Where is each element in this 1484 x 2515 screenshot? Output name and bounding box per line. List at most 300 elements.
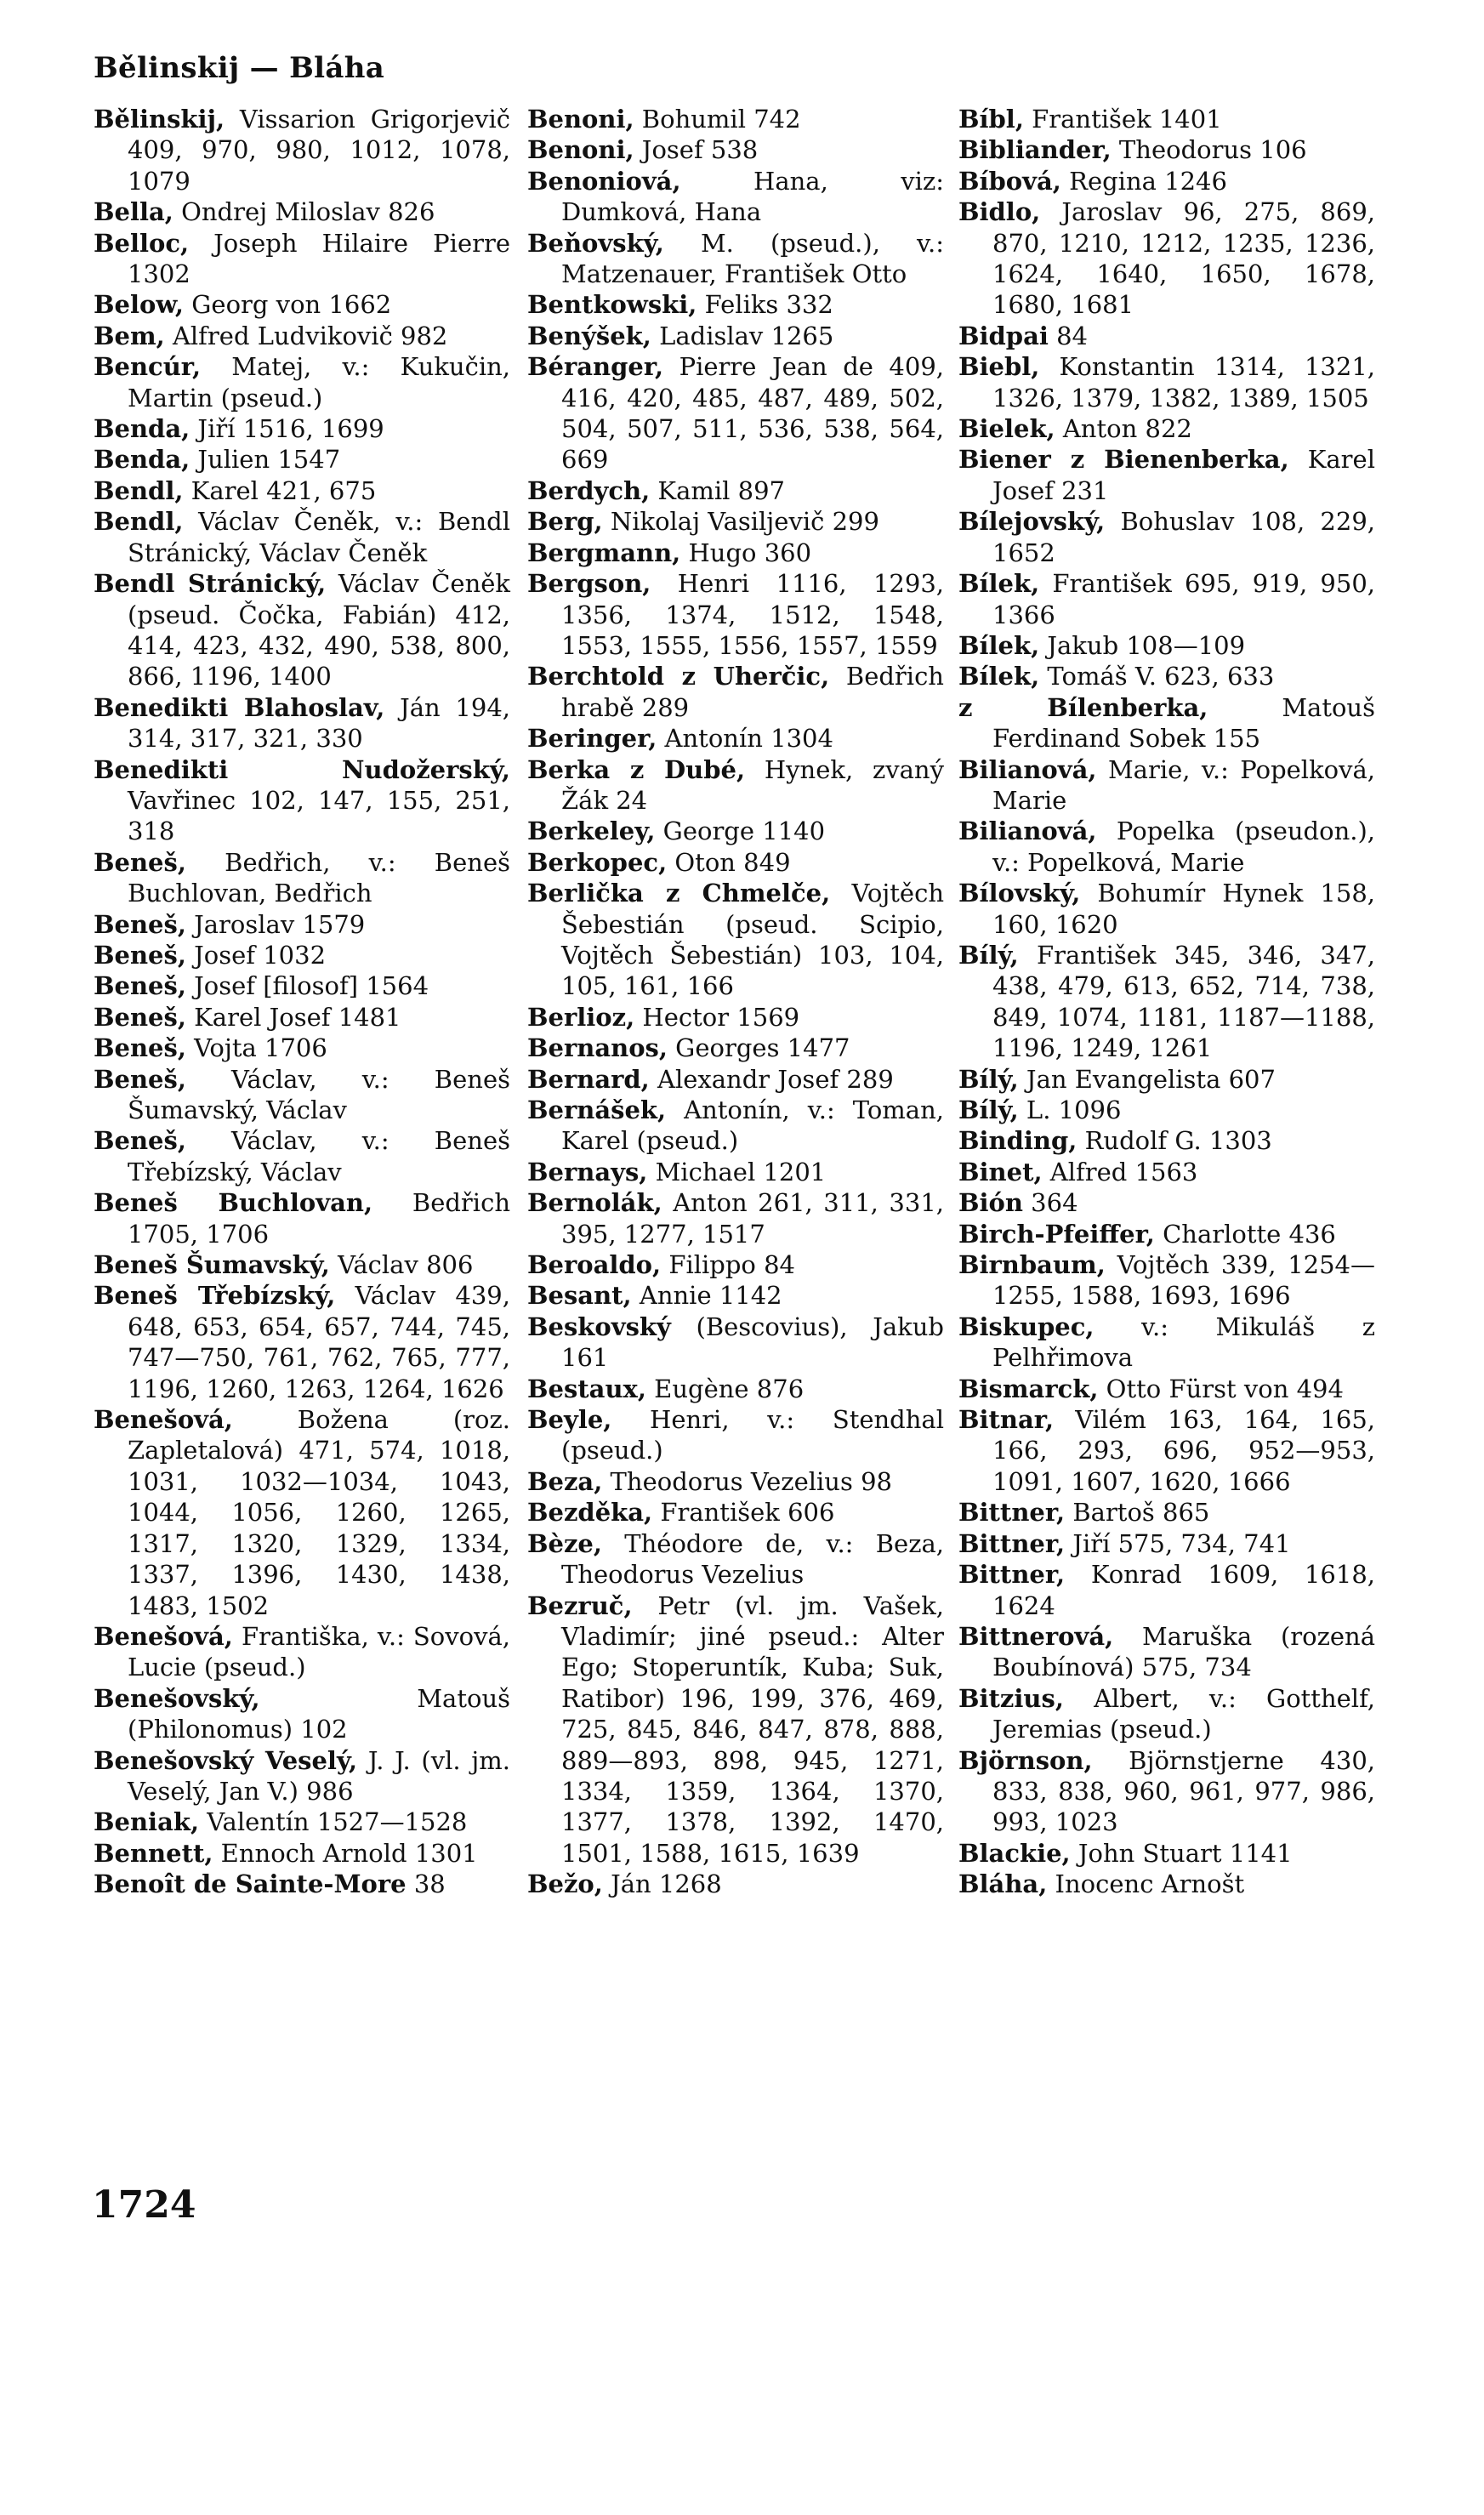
entry-references: John Stuart 1141 [1070,1838,1293,1868]
entry-headword: Beneš, [94,1033,186,1063]
index-entry [527,538,944,568]
index-entry [527,506,944,537]
index-entry [94,351,510,413]
entry-references: Annie 1142 [631,1281,782,1311]
entry-headword: Bláha, [958,1869,1048,1899]
entry-headword: Beneš Šumavský, [94,1250,330,1280]
entry-headword: Bendl Stránický, [94,569,327,599]
entry-references: Georges 1477 [667,1033,850,1063]
index-entry [527,1157,944,1187]
entry-references: Anton 261, 311, 331, 395, 1277, 1517 [561,1188,944,1249]
entry-references: v.: Mikuláš z Pelhřimova [992,1312,1375,1373]
index-entry [958,166,1375,196]
entry-references: M. (pseud.), v.: Matzenauer, František Otto [561,228,944,289]
index-entry [527,1404,944,1466]
index-entry [94,692,510,754]
entry-references: Alfred Ludvikovič 982 [164,321,448,350]
entry-headword: Berdych, [527,475,651,505]
index-entry [958,878,1375,940]
entry-headword: Bidpai [958,321,1049,350]
entry-references: Joseph Hilaire Pierre 1302 [128,228,510,289]
entry-headword: Beneš, [94,1126,186,1156]
entry-references: František 1401 [1023,105,1222,134]
entry-references: Nikolaj Vasiljevič 299 [602,507,879,537]
index-entry [958,692,1375,754]
entry-headword: Benešová, [94,1405,233,1435]
entry-headword: Bèze, [527,1528,602,1558]
index-column-1 [94,104,510,1900]
entry-headword: Berkopec, [527,847,668,877]
index-column-2 [527,104,944,1900]
entry-references: Henri, v.: Stendhal (pseud.) [561,1405,944,1465]
index-entry [958,1559,1375,1621]
index-entry [94,1404,510,1621]
entry-headword: Beneš, [94,1002,186,1032]
entry-headword: Bergson, [527,569,651,599]
entry-references: J. J. (vl. jm. Veselý, Jan V.) 986 [128,1745,510,1806]
entry-headword: Bílovský, [958,879,1081,908]
entry-references: Regina 1246 [1060,166,1227,196]
entry-references: Ondrej Miloslav 826 [173,197,435,227]
entry-headword: Bennett, [94,1838,213,1868]
entry-references: L. 1096 [1018,1095,1122,1124]
entry-headword: Bílek, [958,630,1040,660]
entry-references: Julien 1547 [190,445,341,475]
entry-headword: Bilianová, [958,754,1097,784]
entry-references: Vilém 163, 164, 165, 166, 293, 696, 952—953, 1091, 1607, 1620, 1666 [992,1405,1375,1496]
entry-headword: Berchtold z Uherčic, [527,662,830,691]
entry-headword: Bílek, [958,569,1040,599]
index-entry [527,1312,944,1374]
entry-references: František 606 [652,1498,835,1528]
entry-references: 38 [406,1869,446,1899]
index-entry [958,940,1375,1064]
page-number: 1724 [92,2183,196,2227]
index-entry [94,568,510,692]
entry-references: Jakub 108—109 [1039,630,1246,660]
entry-headword: Bittner, [958,1528,1066,1558]
entry-headword: Bíbl, [958,105,1024,134]
index-entry [958,754,1375,817]
entry-references: Antonín, v.: Toman, Karel (pseud.) [561,1095,944,1156]
entry-headword: z Bílenberka, [958,692,1208,722]
entry-references: Bohumil 742 [634,105,801,134]
entry-headword: Biener z Bienenberka, [958,445,1289,475]
entry-headword: Beneš, [94,1064,186,1094]
entry-references: Albert, v.: Gotthelf, Jeremias (pseud.) [992,1683,1375,1744]
entry-headword: Bílý, [958,1095,1019,1124]
index-entry [527,1374,944,1404]
entry-headword: Bílejovský, [958,507,1106,537]
index-entry [958,1683,1375,1745]
index-column-3 [958,104,1375,1900]
index-entry [527,1033,944,1063]
entry-references: Hugo 360 [680,538,812,567]
entry-headword: Bidlo, [958,197,1041,227]
entry-headword: Béranger, [527,352,664,382]
entry-references: Bedřich 1705, 1706 [128,1188,510,1249]
entry-headword: Bělinskij, [94,105,225,134]
index-entry [527,1249,944,1280]
index-entry [94,1869,510,1899]
index-entry [958,1157,1375,1187]
entry-references: Ennoch Arnold 1301 [213,1838,478,1868]
entry-headword: Bentkowski, [527,290,697,320]
entry-references: Václav Čeněk (pseud. Čočka, Fabián) 412, 414, 423, 432, 490, 538, 800, 866, 1196, 1400 [128,569,510,691]
entry-references: Antonín 1304 [657,724,833,754]
entry-headword: Bittnerová, [958,1621,1114,1651]
entry-headword: Beniak, [94,1807,200,1837]
index-entry [94,1249,510,1280]
entry-references: Marie, v.: Popelková, Marie [992,754,1375,815]
entry-headword: Bielek, [958,414,1055,444]
entry-references: Inocenc Arnošt [1047,1869,1245,1899]
index-entry [94,228,510,290]
entry-references: Hector 1569 [634,1002,800,1032]
index-entry [94,1683,510,1745]
index-entry [527,475,944,506]
entry-headword: Bílý, [958,940,1019,970]
entry-references: Charlotte 436 [1154,1219,1336,1249]
entry-references: Karel Josef 1481 [185,1002,401,1032]
entry-headword: Benedikti Blahoslav, [94,692,385,722]
entry-headword: Beňovský, [527,228,664,258]
index-entry [958,816,1375,878]
entry-references: Petr (vl. jm. Vašek, Vladimír; jiné pseud.: Alter Ego; Stoperuntík, Kuba; Suk, Ratibor) 196, 199, 376, 469, 725, 845, 846, 847, 878, 888, 889—893, 898, 945, 1271, 1334, 1359, 1364, 1370, 1377, 1378, 1392, 1470, 1501, 1588, 1615, 1639 [561,1590,944,1868]
entry-references: Anton 822 [1055,414,1192,444]
index-entry [94,1807,510,1837]
index-entry [94,1125,510,1187]
entry-headword: Blackie, [958,1838,1071,1868]
index-entry [94,413,510,444]
entry-references: Pierre Jean de 409, 416, 420, 485, 487, 489, 502, 504, 507, 511, 536, 538, 564, 669 [561,352,944,475]
entry-headword: Belloc, [94,228,190,258]
entry-headword: Bílek, [958,662,1040,691]
index-entry [958,630,1375,661]
entry-references: Matej, v.: Kukučin, Martin (pseud.) [128,352,510,413]
entry-references: Björnstjerne 430, 833, 838, 960, 961, 977, 986, 993, 1023 [992,1745,1375,1837]
index-entry [958,413,1375,444]
index-entry [94,196,510,227]
entry-headword: Biskupec, [958,1312,1095,1341]
entry-headword: Birnbaum, [958,1250,1106,1280]
entry-references: (Bescovius), Jakub 161 [561,1312,944,1373]
entry-references: Karel 421, 675 [183,475,377,505]
entry-headword: Beneš, [94,847,186,877]
entry-references: 84 [1048,321,1089,350]
index-entry [527,661,944,723]
index-entry [527,847,944,878]
index-entry [958,444,1375,506]
index-entry [958,1404,1375,1497]
entry-headword: Beskovský [527,1312,671,1341]
index-entry [958,661,1375,691]
entry-references: Božena (roz. Zapletalová) 471, 574, 1018, 1031, 1032—1034, 1043, 1044, 1056, 1260, 1265, 1317, 1320, 1329, 1334, 1337, 1396, 1430, 1438, 1483, 1502 [128,1405,510,1620]
entry-headword: Bernolák, [527,1188,662,1218]
entry-headword: Benoni, [527,135,634,165]
entry-references: Ján 194, 314, 317, 321, 330 [128,692,510,754]
entry-references: Ján 1268 [602,1869,722,1899]
index-entry [94,970,510,1001]
index-entry [94,1280,510,1404]
entry-references: Vavřinec 102, 147, 155, 251, 318 [128,785,510,846]
entry-headword: Besant, [527,1281,632,1311]
index-entry [958,351,1375,413]
index-entry [94,321,510,351]
entry-references: Konstantin 1314, 1321, 1326, 1379, 1382, 1389, 1505 [992,352,1375,413]
entry-headword: Beneš Buchlovan, [94,1188,373,1218]
index-entry [527,1497,944,1528]
entry-references: 364 [1022,1188,1078,1218]
entry-headword: Bencúr, [94,352,202,382]
index-entry [958,1249,1375,1312]
index-entry [958,1838,1375,1869]
index-entry [94,475,510,506]
entry-headword: Benešovský, [94,1683,260,1713]
entry-references: Václav Čeněk, v.: Bendl Stránický, Václav Čeněk [128,507,510,567]
entry-headword: Bismarck, [958,1374,1099,1403]
entry-headword: Benoît de Sainte-More [94,1869,407,1899]
index-entry [527,1280,944,1311]
index-entry [94,1745,510,1807]
index-entry [94,1064,510,1126]
index-entry [527,1869,944,1899]
entry-references: Henri 1116, 1293, 1356, 1374, 1512, 1548, 1553, 1555, 1556, 1557, 1559 [561,569,944,660]
entry-references: Václav, v.: Beneš Šumavský, Václav [128,1064,510,1124]
index-entry [94,289,510,320]
entry-headword: Benešovský Veselý, [94,1745,358,1775]
entry-references: Maruška (rozená Boubínová) 575, 734 [992,1621,1375,1682]
index-entry [94,1002,510,1033]
index-entry [527,1466,944,1497]
entry-references: Václav, v.: Beneš Třebízský, Václav [128,1126,510,1186]
index-entry [958,1528,1375,1559]
index-entry [958,1621,1375,1683]
entry-references: Matouš Ferdinand Sobek 155 [992,692,1375,754]
index-entry [958,1869,1375,1899]
index-entry [527,228,944,290]
entry-headword: Beneš, [94,940,186,970]
entry-headword: Björnson, [958,1745,1093,1775]
entry-headword: Birch-Pfeiffer, [958,1219,1155,1249]
entry-references: František 695, 919, 950, 1366 [992,569,1375,629]
index-entry [94,1621,510,1683]
index-entry [958,196,1375,321]
entry-references: Jiří 1516, 1699 [190,414,384,444]
entry-headword: Bitnar, [958,1405,1055,1435]
entry-headword: Bem, [94,321,165,350]
entry-references: Hynek, zvaný Žák 24 [561,754,944,815]
entry-headword: Berg, [527,507,603,537]
entry-headword: Bitzius, [958,1683,1064,1713]
entry-references: Eugène 876 [645,1374,805,1403]
entry-references: Alfred 1563 [1042,1157,1198,1186]
entry-references: Vissarion Grigorjevič 409, 970, 980, 1012, 1078, 1079 [128,105,510,196]
index-entry [958,1374,1375,1404]
entry-headword: Bílý, [958,1064,1019,1094]
entry-headword: Bibliander, [958,135,1112,165]
index-entry [94,940,510,970]
entry-references: Bartoš 865 [1065,1498,1210,1528]
entry-references: Josef 538 [634,135,759,165]
entry-headword: Bella, [94,197,173,227]
index-entry [94,909,510,940]
index-entry [958,321,1375,351]
index-entry [958,1745,1375,1838]
entry-headword: Bión [958,1188,1023,1218]
index-entry [527,1528,944,1590]
entry-headword: Bendl, [94,475,184,505]
entry-headword: Binding, [958,1126,1077,1156]
entry-headword: Bezděka, [527,1498,653,1528]
index-entry [527,351,944,475]
index-entry [958,1312,1375,1374]
entry-headword: Berkeley, [527,817,656,846]
entry-references: Jaroslav 1579 [185,909,366,939]
entry-headword: Berlioz, [527,1002,635,1032]
index-entry [527,723,944,754]
entry-headword: Berlička z Chmelče, [527,879,831,908]
index-entry [958,1095,1375,1125]
index-entry [527,166,944,228]
index-entry [527,1002,944,1033]
index-entry [527,1187,944,1249]
entry-headword: Bittner, [958,1498,1066,1528]
entry-headword: Berka z Dubé, [527,754,746,784]
entry-headword: Benda, [94,445,190,475]
entry-headword: Benešová, [94,1621,233,1651]
entry-references: Matouš (Philonomus) 102 [128,1683,510,1744]
entry-references: Oton 849 [667,847,791,877]
entry-references: Bedřich hrabě 289 [561,662,944,722]
entry-references: František 345, 346, 347, 438, 479, 613, 652, 714, 738, 849, 1074, 1181, 1187—1188, 1196, 1249, 1261 [992,940,1375,1063]
entry-headword: Bilianová, [958,817,1097,846]
entry-headword: Beringer, [527,724,657,754]
entry-headword: Benoni, [527,105,634,134]
index-entry [958,1125,1375,1156]
entry-references: Josef [filosof] 1564 [185,971,429,1001]
entry-references: Filippo 84 [661,1250,795,1280]
entry-references: Alexandr Josef 289 [649,1064,894,1094]
entry-headword: Bestaux, [527,1374,646,1403]
entry-references: Ladislav 1265 [651,321,834,350]
entry-references: Bohuslav 108, 229, 1652 [992,507,1375,567]
entry-references: Jaroslav 96, 275, 869, 870, 1210, 1212, 1235, 1236, 1624, 1640, 1650, 1678, 1680, 1681 [992,197,1375,320]
index-entry [958,1219,1375,1249]
index-entry [958,134,1375,165]
index-entry [94,104,510,196]
entry-references: Václav 806 [329,1250,474,1280]
entry-references: Vojtěch Šebestián (pseud. Scipio, Vojtěch Šebestián) 103, 104, 105, 161, 166 [561,879,945,1001]
index-entry [958,1187,1375,1218]
index-entry [94,444,510,475]
entry-headword: Benýšek, [527,321,651,350]
entry-headword: Bezruč, [527,1590,633,1620]
index-entry [527,289,944,320]
entry-headword: Beneš, [94,909,186,939]
entry-references: Bedřich, v.: Beneš Buchlovan, Bedřich [128,847,510,908]
index-entry [958,568,1375,630]
entry-references: Théodore de, v.: Beza, Theodorus Vezelius [561,1528,944,1590]
entry-headword: Below, [94,290,185,320]
entry-headword: Beza, [527,1466,603,1496]
entry-headword: Benoniová, [527,166,681,196]
index-entry [527,1590,944,1869]
entry-references: Bohumír Hynek 158, 160, 1620 [992,879,1375,939]
entry-headword: Benda, [94,414,190,444]
entry-references: Jiří 575, 734, 741 [1065,1528,1291,1558]
index-entry [94,754,510,847]
entry-references: Feliks 332 [697,290,833,320]
entry-headword: Bergmann, [527,538,681,567]
entry-headword: Bíbová, [958,166,1061,196]
entry-references: Otto Fürst von 494 [1098,1374,1344,1403]
index-entry [958,104,1375,134]
entry-headword: Bernanos, [527,1033,668,1063]
index-entry [527,568,944,661]
index-entry [527,754,944,817]
index-entry [527,134,944,165]
index-entry [527,104,944,134]
entry-references: Popelka (pseudon.), v.: Popelková, Marie [992,817,1375,877]
entry-references: Valentín 1527—1528 [199,1807,468,1837]
entry-headword: Bendl, [94,507,184,537]
index-entry [958,1497,1375,1528]
index-entry [527,1064,944,1095]
entry-headword: Biebl, [958,352,1040,382]
index-entry [958,1064,1375,1095]
index-entry [527,1095,944,1157]
index-entry [94,847,510,909]
entry-headword: Bežo, [527,1869,603,1899]
entry-references: Václav 439, 648, 653, 654, 657, 744, 745, 747—750, 761, 762, 765, 777, 1196, 1260, 1263, 1264, 1626 [128,1281,510,1403]
entry-references: Rudolf G. 1303 [1077,1126,1272,1156]
entry-references: Tomáš V. 623, 633 [1039,662,1275,691]
entry-references: Michael 1201 [647,1157,827,1186]
index-entry [94,1838,510,1869]
entry-references: Konrad 1609, 1618, 1624 [992,1560,1375,1620]
entry-references: Vojta 1706 [185,1033,327,1063]
index-entry [958,506,1375,568]
entry-references: Jan Evangelista 607 [1018,1064,1276,1094]
entry-references: Františka, v.: Sovová, Lucie (pseud.) [128,1621,510,1682]
entry-headword: Beroaldo, [527,1250,662,1280]
entry-headword: Bernays, [527,1157,648,1186]
entry-headword: Beneš Třebízský, [94,1281,336,1311]
entry-headword: Benedikti Nudožerský, [94,754,510,784]
entry-headword: Bernášek, [527,1095,667,1124]
index-entry [94,1187,510,1249]
index-entry [94,1033,510,1063]
entry-references: George 1140 [655,817,826,846]
entry-headword: Beneš, [94,971,186,1001]
index-entry [94,506,510,568]
entry-references: Theodorus 106 [1111,135,1307,165]
entry-references: Karel Josef 231 [992,445,1375,505]
entry-references: Theodorus Vezelius 98 [602,1466,892,1496]
entry-headword: Beyle, [527,1405,612,1435]
entry-headword: Binet, [958,1157,1043,1186]
index-entry [527,878,944,1002]
running-head: Bělinskij — Bláha [94,51,385,85]
index-entry [527,321,944,351]
index-entry [527,816,944,846]
entry-references: Hana, viz: Dumková, Hana [561,166,944,227]
entry-headword: Bernard, [527,1064,650,1094]
entry-references: Josef 1032 [185,940,327,970]
entry-references: Vojtěch 339, 1254—1255, 1588, 1693, 1696 [992,1250,1375,1311]
entry-references: Kamil 897 [650,475,786,505]
